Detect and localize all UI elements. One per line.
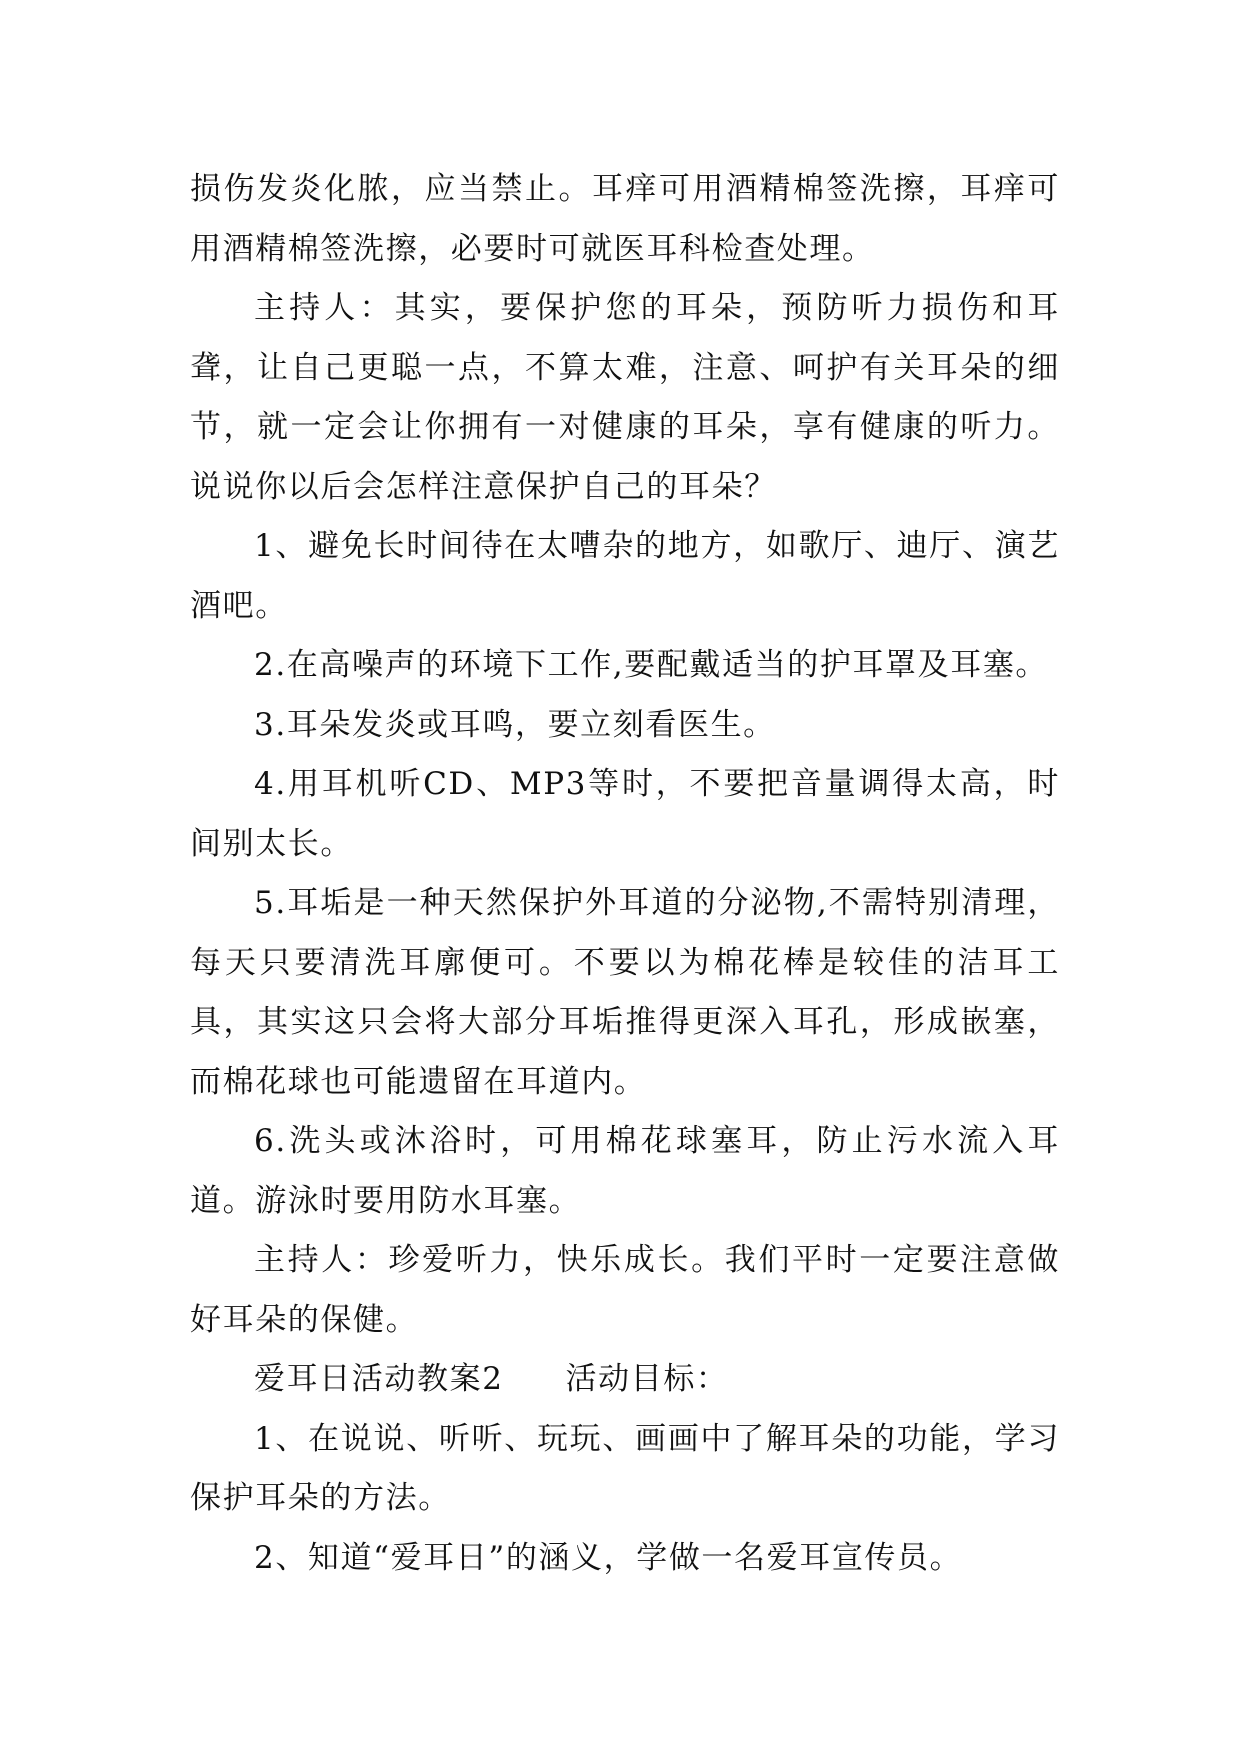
paragraph-1: 主持人：其实，要保护您的耳朵，预防听力损伤和耳聋，让自己更聪一点，不算太难，注意、呵护有关耳朵的细节，就一定会让你拥有一对健康的耳朵，享有健康的听力。说说你以后会怎样注意保护自己的耳朵？ — [190, 290, 1060, 505]
section-heading-line — [190, 1350, 1060, 1410]
goal-item-1: 1、在说说、听听、玩玩、画画中了解耳朵的功能，学习保护耳朵的方法。 — [190, 1420, 1060, 1516]
section-subtitle: 活动目标： — [565, 1361, 729, 1397]
paragraph-0: 损伤发炎化脓，应当禁止。耳痒可用酒精棉签洗擦，耳痒可用酒精棉签洗擦，必要时可就医耳科检查处理。 — [190, 171, 1060, 267]
paragraph-4: 3.耳朵发炎或耳鸣，要立刻看医生。 — [254, 706, 776, 743]
paragraph-8: 主持人：珍爱听力，快乐成长。我们平时一定要注意做好耳朵的保健。 — [190, 1242, 1060, 1338]
paragraph-3: 2.在高噪声的环境下工作,要配戴适当的护耳罩及耳塞。 — [254, 647, 1049, 683]
document-body — [190, 160, 1060, 1588]
paragraph-2: 1、避免长时间待在太嘈杂的地方，如歌厅、迪厅、演艺酒吧。 — [190, 528, 1060, 624]
paragraph-5: 4.用耳机听CD、MP3等时，不要把音量调得太高，时间别太长。 — [190, 766, 1060, 862]
goal-item-2: 2、知道“爱耳日”的涵义，学做一名爱耳宣传员。 — [254, 1539, 963, 1576]
section-title: 爱耳日活动教案2 — [254, 1361, 504, 1397]
paragraph-7: 6.洗头或沐浴时，可用棉花球塞耳，防止污水流入耳道。游泳时要用防水耳塞。 — [190, 1123, 1060, 1219]
paragraph-6: 5.耳垢是一种天然保护外耳道的分泌物,不需特别清理，每天只要清洗耳廓便可。不要以为棉花棒是较佳的洁耳工具，其实这只会将大部分耳垢推得更深入耳孔，形成嵌塞，而棉花球也可能遗留在耳道内。 — [190, 885, 1060, 1100]
